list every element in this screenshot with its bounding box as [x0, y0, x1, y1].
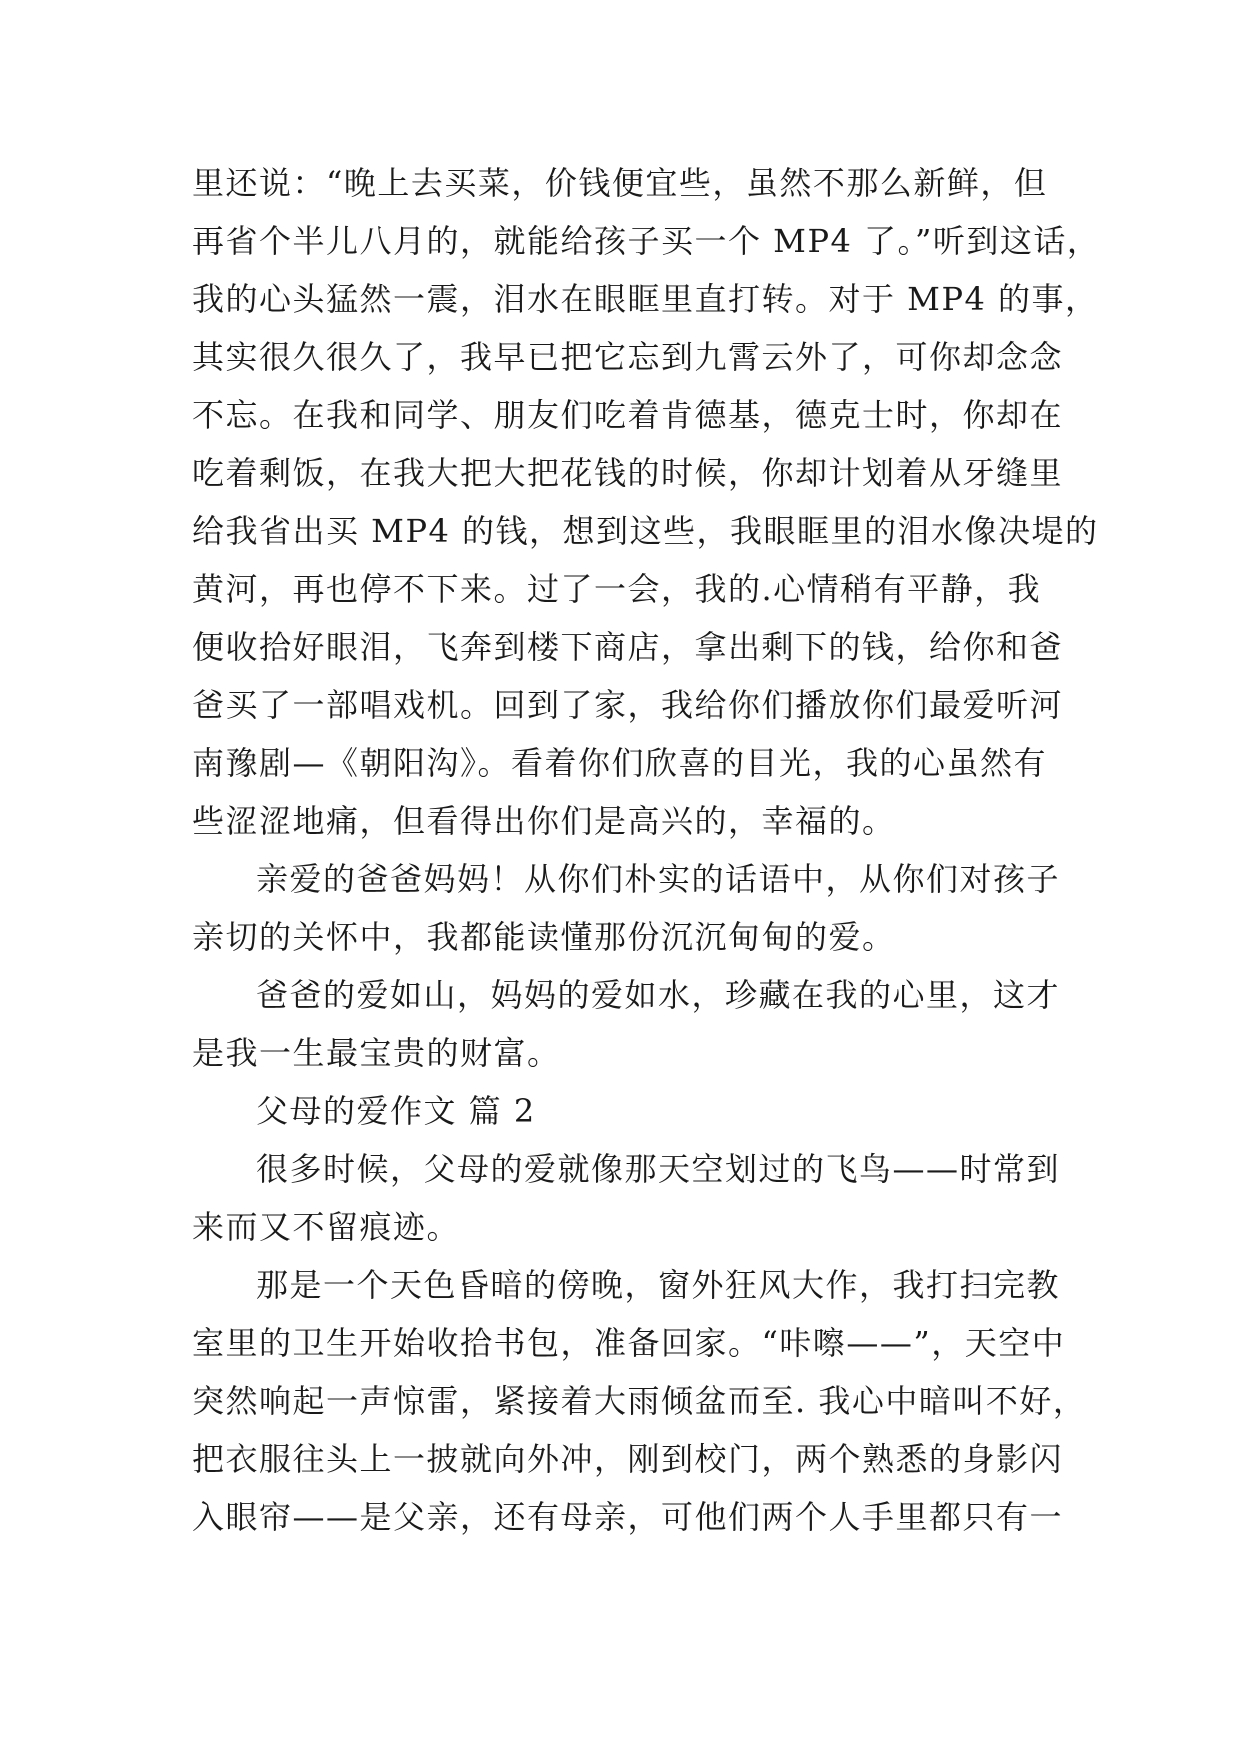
text-line-24: 入眼帘——是父亲，还有母亲，可他们两个人手里都只有一 — [192, 1498, 1064, 1536]
text-line-15: 爸爸的爱如山，妈妈的爱如水，珍藏在我的心里，这才 — [256, 976, 1061, 1014]
text-line-6: 吃着剩饭，在我大把大把花钱的时候，你却计划着从牙缝里 — [192, 454, 1064, 492]
text-line-23: 把衣服往头上一披就向外冲，刚到校门，两个熟悉的身影闪 — [192, 1440, 1064, 1478]
text-line-4: 其实很久很久了，我早已把它忘到九霄云外了，可你却念念 — [192, 338, 1064, 376]
text-line-16: 是我一生最宝贵的财富。 — [192, 1034, 561, 1072]
text-line-11: 南豫剧—《朝阳沟》。看着你们欣喜的目光，我的心虽然有 — [192, 744, 1048, 782]
text-line-3: 我的心头猛然一震，泪水在眼眶里直打转。对于 MP4 的事， — [192, 280, 1099, 318]
text-line-9: 便收拾好眼泪，飞奔到楼下商店，拿出剩下的钱，给你和爸 — [192, 628, 1064, 666]
text-line-8: 黄河，再也停不下来。过了一会，我的.心情稍有平静，我 — [192, 570, 1042, 608]
text-line-19: 来而又不留痕迹。 — [192, 1208, 461, 1246]
text-line-12: 些涩涩地痛，但看得出你们是高兴的，幸福的。 — [192, 802, 896, 840]
text-line-5: 不忘。在我和同学、朋友们吃着肯德基，德克士时，你却在 — [192, 396, 1064, 434]
text-line-10: 爸买了一部唱戏机。回到了家，我给你们播放你们最爱听河 — [192, 686, 1064, 724]
text-line-7: 给我省出买 MP4 的钱，想到这些，我眼眶里的泪水像决堤的 — [192, 512, 1099, 550]
text-line-1: 里还说：“晚上去买菜，价钱便宜些，虽然不那么新鲜，但 — [192, 164, 1048, 202]
document-body — [192, 154, 1101, 1546]
text-line-14: 亲切的关怀中，我都能读懂那份沉沉甸甸的爱。 — [192, 918, 896, 956]
text-line-21: 室里的卫生开始收拾书包，准备回家。“咔嚓——”，天空中 — [192, 1324, 1066, 1362]
text-line-2: 再省个半儿八月的，就能给孩子买一个 MP4 了。”听到这话， — [192, 222, 1101, 260]
text-line-22: 突然响起一声惊雷，紧接着大雨倾盆而至. 我心中暗叫不好， — [192, 1382, 1087, 1420]
text-line-18: 很多时候，父母的爱就像那天空划过的飞鸟——时常到 — [256, 1150, 1061, 1188]
text-line-13: 亲爱的爸爸妈妈！从你们朴实的话语中，从你们对孩子 — [256, 860, 1061, 898]
section-heading: 父母的爱作文 篇 2 — [256, 1092, 536, 1130]
text-line-20: 那是一个天色昏暗的傍晚，窗外狂风大作，我打扫完教 — [256, 1266, 1061, 1304]
